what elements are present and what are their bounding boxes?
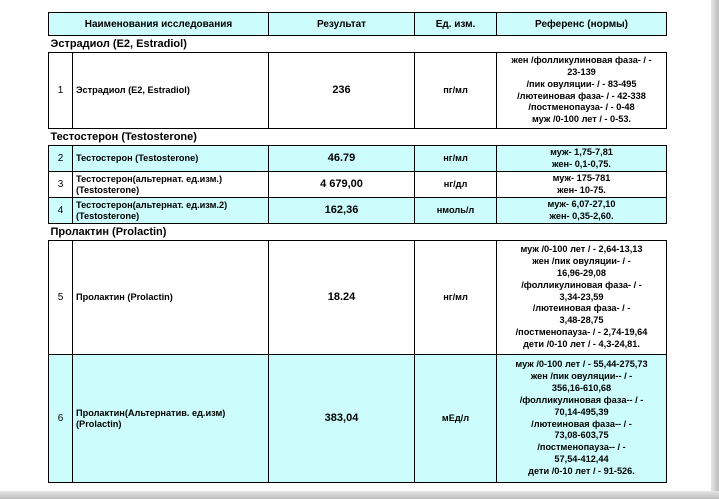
row-number: 2 bbox=[49, 146, 73, 172]
reference-line: муж- 175-781 bbox=[552, 172, 611, 183]
reference-line: /пик овуляции- / - 83-495 bbox=[526, 78, 637, 89]
row-number: 6 bbox=[49, 355, 73, 483]
result-value: 236 bbox=[269, 53, 415, 129]
reference-line: /фолликулиновая фаза-- / - bbox=[519, 394, 644, 405]
section-title: Тестостерон (Testosterone) bbox=[49, 129, 667, 146]
unit: нг/мл bbox=[415, 241, 497, 355]
table-row bbox=[49, 241, 667, 355]
table-row bbox=[49, 146, 667, 172]
table-row bbox=[49, 355, 667, 483]
row-number: 4 bbox=[49, 198, 73, 224]
reference-line: /постменопауза- / - 0-48 bbox=[528, 102, 635, 113]
reference-range bbox=[497, 172, 667, 198]
row-number: 1 bbox=[49, 53, 73, 129]
row-number: 3 bbox=[49, 172, 73, 198]
reference-line: жен /фолликулиновая фаза- / - bbox=[511, 54, 652, 65]
test-name: Тестостерон (Testosterone) bbox=[73, 146, 269, 172]
unit: нмоль/л bbox=[415, 198, 497, 224]
reference-line: /лютеиновая фаза-- / - bbox=[531, 418, 632, 429]
header-result: Результат bbox=[269, 13, 415, 36]
reference-line: дети /0-10 лет / - 4,3-24,81. bbox=[523, 339, 640, 350]
table-row bbox=[49, 198, 667, 224]
table-row bbox=[49, 172, 667, 198]
reference-line: жен- 0,1-0,75. bbox=[552, 158, 611, 169]
reference-line: /лютеиновая фаза- / - bbox=[532, 303, 631, 314]
reference-line: 23-139 bbox=[567, 66, 596, 77]
reference-line: жен /пик овуляции- / - bbox=[532, 255, 631, 266]
unit: нг/мл bbox=[415, 146, 497, 172]
reference-line: /лютеиновая фаза- / - 42-338 bbox=[517, 90, 646, 101]
result-value: 46.79 bbox=[269, 146, 415, 172]
row-number: 5 bbox=[49, 241, 73, 355]
section-estradiol bbox=[49, 36, 667, 53]
reference-line: жен- 10-75. bbox=[557, 184, 606, 195]
reference-range bbox=[497, 241, 667, 355]
reference-line: /постменопауза-- / - bbox=[537, 442, 626, 453]
section-title: Эстрадиол (E2, Estradiol) bbox=[49, 36, 667, 53]
lab-results-table bbox=[48, 12, 667, 483]
section-testosterone bbox=[49, 129, 667, 146]
header-unit: Ед. изм. bbox=[415, 13, 497, 36]
unit: нг/дл bbox=[415, 172, 497, 198]
test-name: Пролактин(Альтернатив. ед.изм) (Prolactin) bbox=[73, 355, 269, 483]
reference-line: /постменопауза- / - 2,74-19,64 bbox=[515, 327, 648, 338]
test-name: Тестостерон(альтернат. ед.изм.2) (Testosterone) bbox=[73, 198, 269, 224]
table-row bbox=[49, 53, 667, 129]
header-reference: Референс (нормы) bbox=[497, 13, 667, 36]
unit: мЕд/л bbox=[415, 355, 497, 483]
table-header-row bbox=[49, 13, 667, 36]
section-title: Пролактин (Prolactin) bbox=[49, 224, 667, 241]
reference-line: муж /0-100 лет / - 0-53. bbox=[532, 114, 631, 125]
reference-line: 73,08-603,75 bbox=[554, 430, 609, 441]
reference-line: 356,16-610,68 bbox=[551, 382, 612, 393]
page-shadow-bottom bbox=[0, 491, 719, 499]
header-name: Наименования исследования bbox=[49, 13, 269, 36]
reference-line: /фолликулиновая фаза- / - bbox=[521, 279, 642, 290]
result-value: 4 679,00 bbox=[269, 172, 415, 198]
reference-line: муж- 6,07-27,10 bbox=[547, 198, 616, 209]
test-name: Эстрадиол (E2, Estradiol) bbox=[73, 53, 269, 129]
reference-line: 16,96-29,08 bbox=[556, 267, 607, 278]
reference-line: 57,54-412,44 bbox=[554, 454, 609, 465]
reference-line: муж /0-100 лет / - 55,44-275,73 bbox=[515, 358, 648, 369]
test-name: Тестостерон(альтернат. ед.изм.) (Testosterone) bbox=[73, 172, 269, 198]
unit: пг/мл bbox=[415, 53, 497, 129]
reference-line: 70,14-495,39 bbox=[554, 406, 609, 417]
result-value: 383,04 bbox=[269, 355, 415, 483]
reference-range bbox=[497, 198, 667, 224]
reference-line: жен- 0,35-2,60. bbox=[549, 210, 614, 221]
reference-range bbox=[497, 146, 667, 172]
section-prolactin bbox=[49, 224, 667, 241]
reference-line: дети /0-10 лет / - 91-526. bbox=[528, 466, 635, 477]
result-value: 162,36 bbox=[269, 198, 415, 224]
reference-line: 3,34-23,59 bbox=[559, 291, 604, 302]
page-shadow-right bbox=[711, 0, 719, 499]
reference-line: муж /0-100 лет / - 2,64-13,13 bbox=[520, 243, 643, 254]
reference-line: жен /пик овуляции-- / - bbox=[530, 370, 633, 381]
test-name: Пролактин (Prolactin) bbox=[73, 241, 269, 355]
reference-line: 3,48-28,75 bbox=[559, 315, 604, 326]
result-value: 18.24 bbox=[269, 241, 415, 355]
reference-range bbox=[497, 53, 667, 129]
reference-range bbox=[497, 355, 667, 483]
reference-line: муж- 1,75-7,81 bbox=[550, 146, 613, 157]
